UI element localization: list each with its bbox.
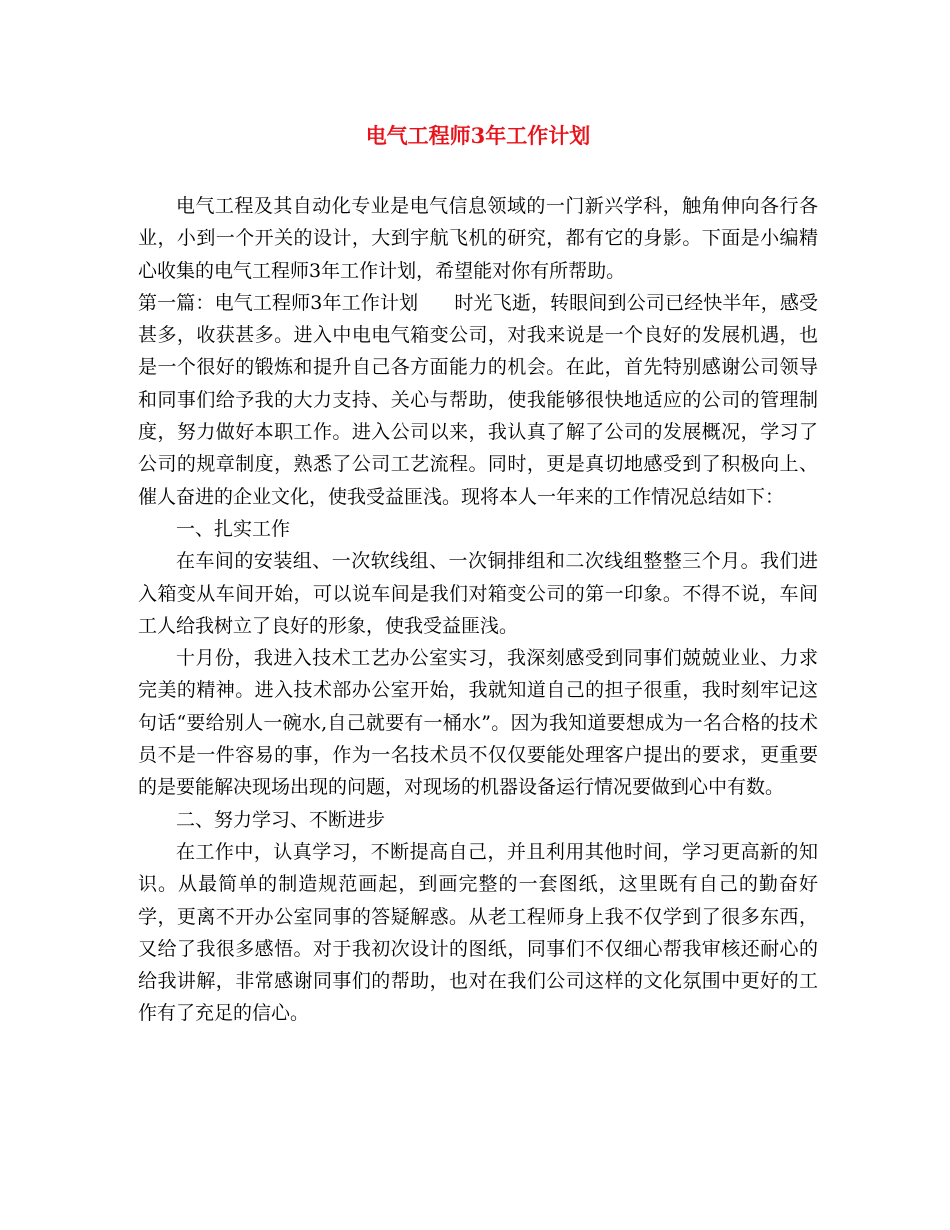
document-body: [138, 190, 818, 1030]
section-heading: 第一篇：电气工程师3年工作计划: [138, 291, 419, 314]
paragraph-text: 时光飞逝，转眼间到公司已经快半年，感受甚多，收获甚多。进入中电电气箱变公司，对我来说是一个良好的发展机遇，也是一个很好的锻炼和提升自己各方面能力的机会。在此，首先特别感谢公司领导和同事们给予我的大力支持、关心与帮助，使我能够很快地适应的公司的管理制度，努力做好本职工作。进入公司以来，我认真了解了公司的发展概况，学习了公司的规章制度，熟悉了公司工艺流程。同时，更是真切地感受到了积极向上、催人奋进的企业文化，使我受益匪浅。现将本人一年来的工作情况总结如下：: [138, 291, 818, 508]
document-title: 电气工程师3年工作计划: [365, 123, 591, 148]
document-page: [138, 0, 818, 1230]
subheading-2: 二、努力学习、不断进步: [176, 808, 386, 831]
paragraph-section-1: [138, 287, 818, 513]
paragraph-workshop: 在车间的安装组、一次软线组、一次铜排组和二次线组整整三个月。我们进入箱变从车间开始，可以说车间是我们对箱变公司的第一印象。不得不说，车间工人给我树立了良好的形象，使我受益匪浅。: [138, 550, 818, 637]
paragraph-learning: 在工作中，认真学习，不断提高自己，并且利用其他时间，学习更高新的知识。从最简单的制造规范画起，到画完整的一套图纸，这里既有自己的勤奋好学，更离不开办公室同事的答疑解惑。从老工程师身上我不仅学到了很多东西，又给了我很多感悟。对于我初次设计的图纸，同事们不仅细心帮我审核还耐心的给我讲解，非常感谢同事们的帮助，也对在我们公司这样的文化氛围中更好的工作有了充足的信心。: [138, 840, 818, 1025]
paragraph-intro: 电气工程及其自动化专业是电气信息领域的一门新兴学科，触角伸向各行各业，小到一个开关的设计，大到宇航飞机的研究，都有它的身影。下面是小编精心收集的电气工程师3年工作计划，希望能对你有所帮助。: [138, 195, 818, 282]
paragraph-october: 十月份，我进入技术工艺办公室实习，我深刻感受到同事们兢兢业业、力求完美的精神。进入技术部办公室开始，我就知道自己的担子很重，我时刻牢记这句话“要给别人一碗水,自己就要有一桶水”。因为我知道要想成为一名合格的技术员不是一件容易的事，作为一名技术员不仅仅要能处理客户提出的要求，更重要的是要能解决现场出现的问题，对现场的机器设备运行情况要做到心中有数。: [138, 647, 818, 799]
subheading-1: 一、扎实工作: [176, 517, 291, 540]
